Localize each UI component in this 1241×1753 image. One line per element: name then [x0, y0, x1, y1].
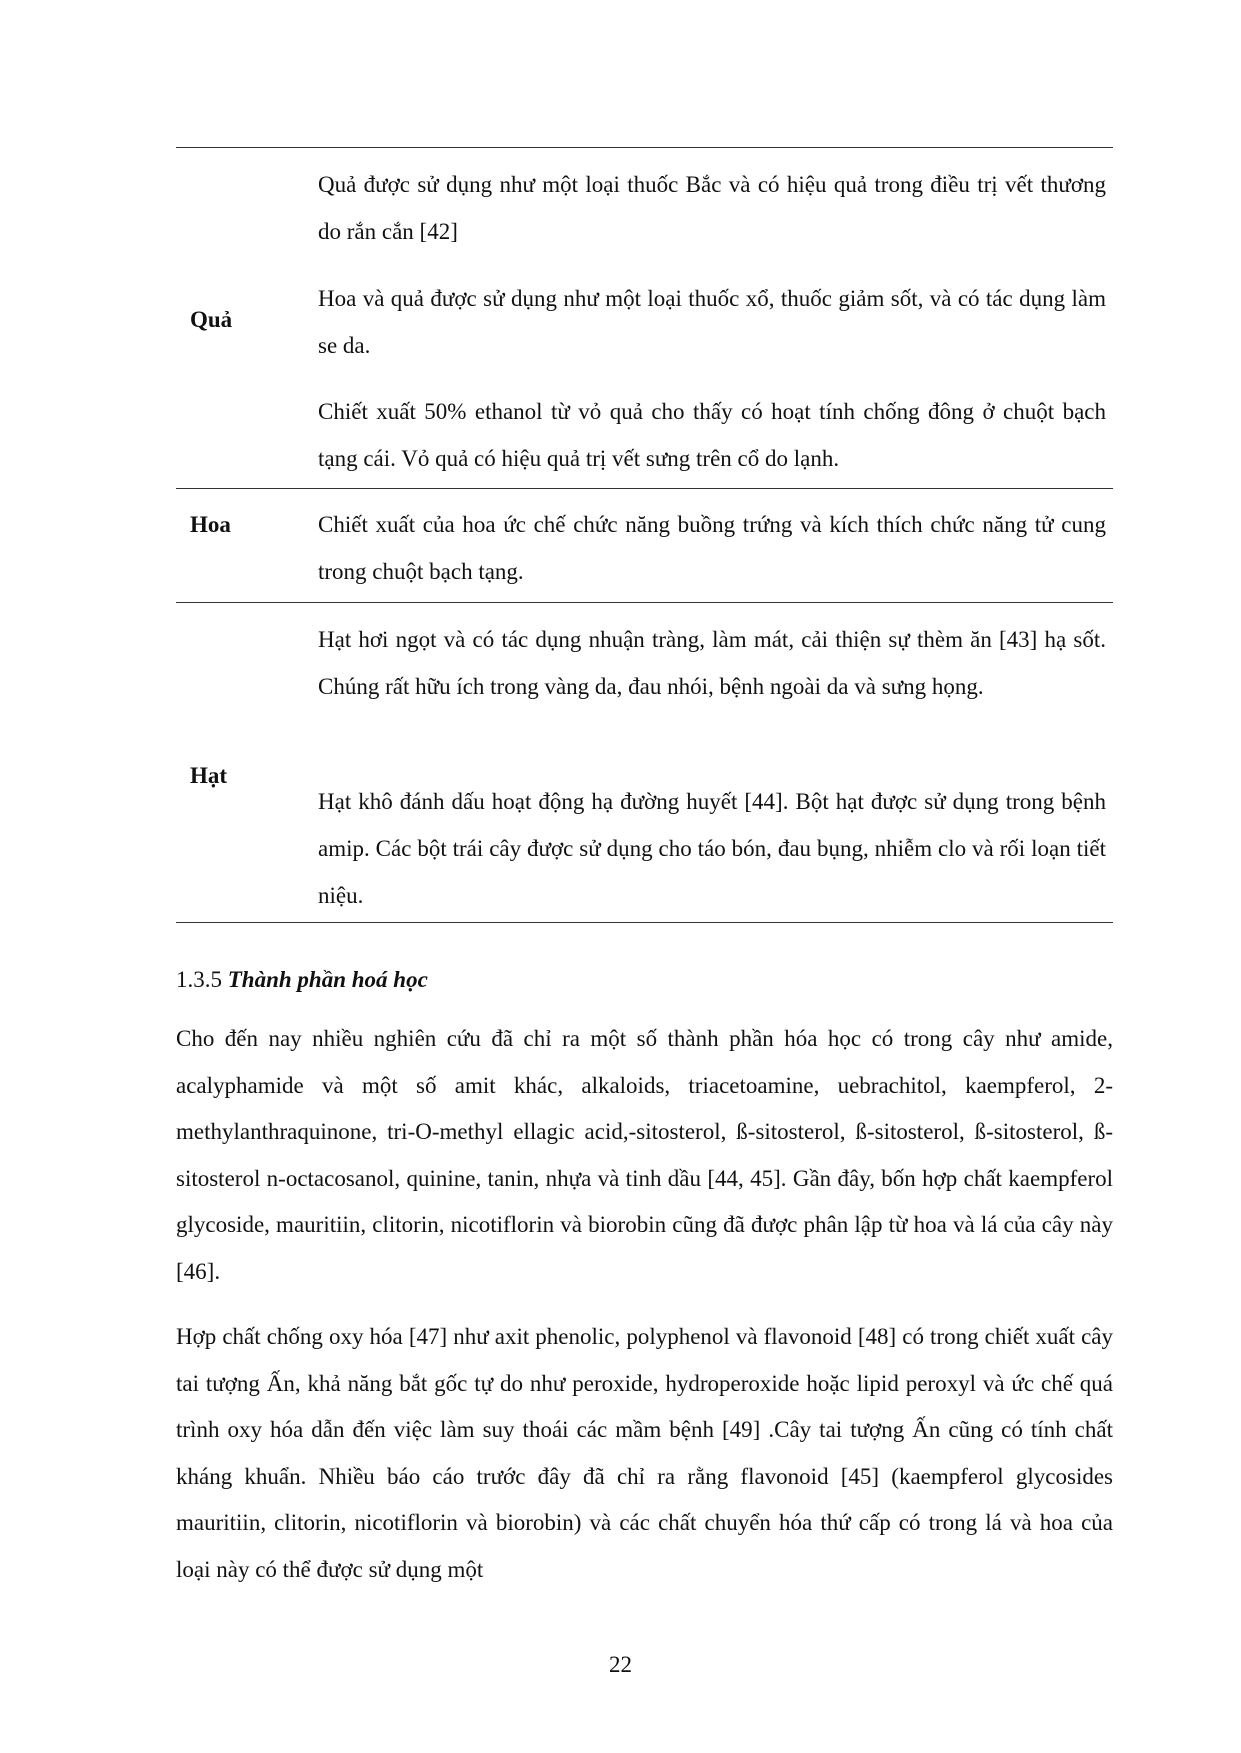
hat-paragraph-1: Hạt hơi ngọt và có tác dụng nhuận tràng, làm mát, cải thiện sự thèm ăn [43] hạ sốt. Chúng rất hữu ích trong vàng da, đau nhói, bệnh ngoài da và sưng họng. [318, 627, 1106, 699]
table-row-divider [176, 488, 1113, 489]
qua-paragraph-1: Quả được sử dụng như một loại thuốc Bắc và có hiệu quả trong điều trị vết thương do rắn cắn [42] [318, 172, 1106, 244]
body-paragraph-1: Cho đến nay nhiều nghiên cứu đã chỉ ra một số thành phần hóa học có trong cây như amide, acalyphamide và một số amit khác, alkaloids, triacetoamine, uebrachitol, kaempferol, 2-methylanthraquinone, tri-O-methyl ellagic acid,-sitosterol, ß-sitosterol, ß-sitosterol, ß-sitosterol, ß-sitosterol n-octacosanol, quinine, tanin, nhựa và tinh dầu [44, 45]. Gần đây, bốn hợp chất kaempferol glycoside, mauritiin, clitorin, nicotiflorin và biorobin cũng đã được phân lập từ hoa và lá của cây này [46]. [176, 1026, 1113, 1284]
section-heading [176, 965, 428, 995]
row-label-hoa: Hoa [190, 512, 231, 537]
body-paragraph-2: Hợp chất chống oxy hóa [47] như axit phenolic, polyphenol và flavonoid [48] có trong chiết xuất cây tai tượng Ấn, khả năng bắt gốc tự do như peroxide, hydroperoxide hoặc lipid peroxyl và ức chế quá trình oxy hóa dẫn đến việc làm suy thoái các mầm bệnh [49] .Cây tai tượng Ấn cũng có tính chất kháng khuẩn. Nhiều báo cáo trước đây đã chỉ ra rằng flavonoid [45] (kaempferol glycosides mauritiin, clitorin, nicotiflorin và biorobin) và các chất chuyển hóa thứ cấp có trong lá và hoa của loại này có thể được sử dụng một [176, 1324, 1113, 1582]
table-row-divider [176, 602, 1113, 603]
hat-paragraph-2: Hạt khô đánh dấu hoạt động hạ đường huyết [44]. Bột hạt được sử dụng trong bệnh amip. Các bột trái cây được sử dụng cho táo bón, đau bụng, nhiễm clo và rối loạn tiết niệu. [318, 789, 1106, 908]
qua-paragraph-2: Hoa và quả được sử dụng như một loại thuốc xổ, thuốc giảm sốt, và có tác dụng làm se da. [318, 286, 1106, 358]
hoa-paragraph-1: Chiết xuất của hoa ức chế chức năng buồng trứng và kích thích chức năng tử cung trong chuột bạch tạng. [318, 512, 1106, 584]
section-title: Thành phần hoá học [227, 967, 428, 992]
row-label-hat: Hạt [190, 763, 228, 788]
page-number: 22 [609, 1652, 632, 1677]
row-label-qua: Quả [190, 307, 233, 332]
table-bottom-rule [176, 922, 1113, 923]
qua-paragraph-3: Chiết xuất 50% ethanol từ vỏ quả cho thấy có hoạt tính chống đông ở chuột bạch tạng cái. Vỏ quả có hiệu quả trị vết sưng trên cổ do lạnh. [318, 399, 1106, 471]
section-number: 1.3.5 [176, 967, 222, 992]
table-top-rule [176, 147, 1113, 148]
